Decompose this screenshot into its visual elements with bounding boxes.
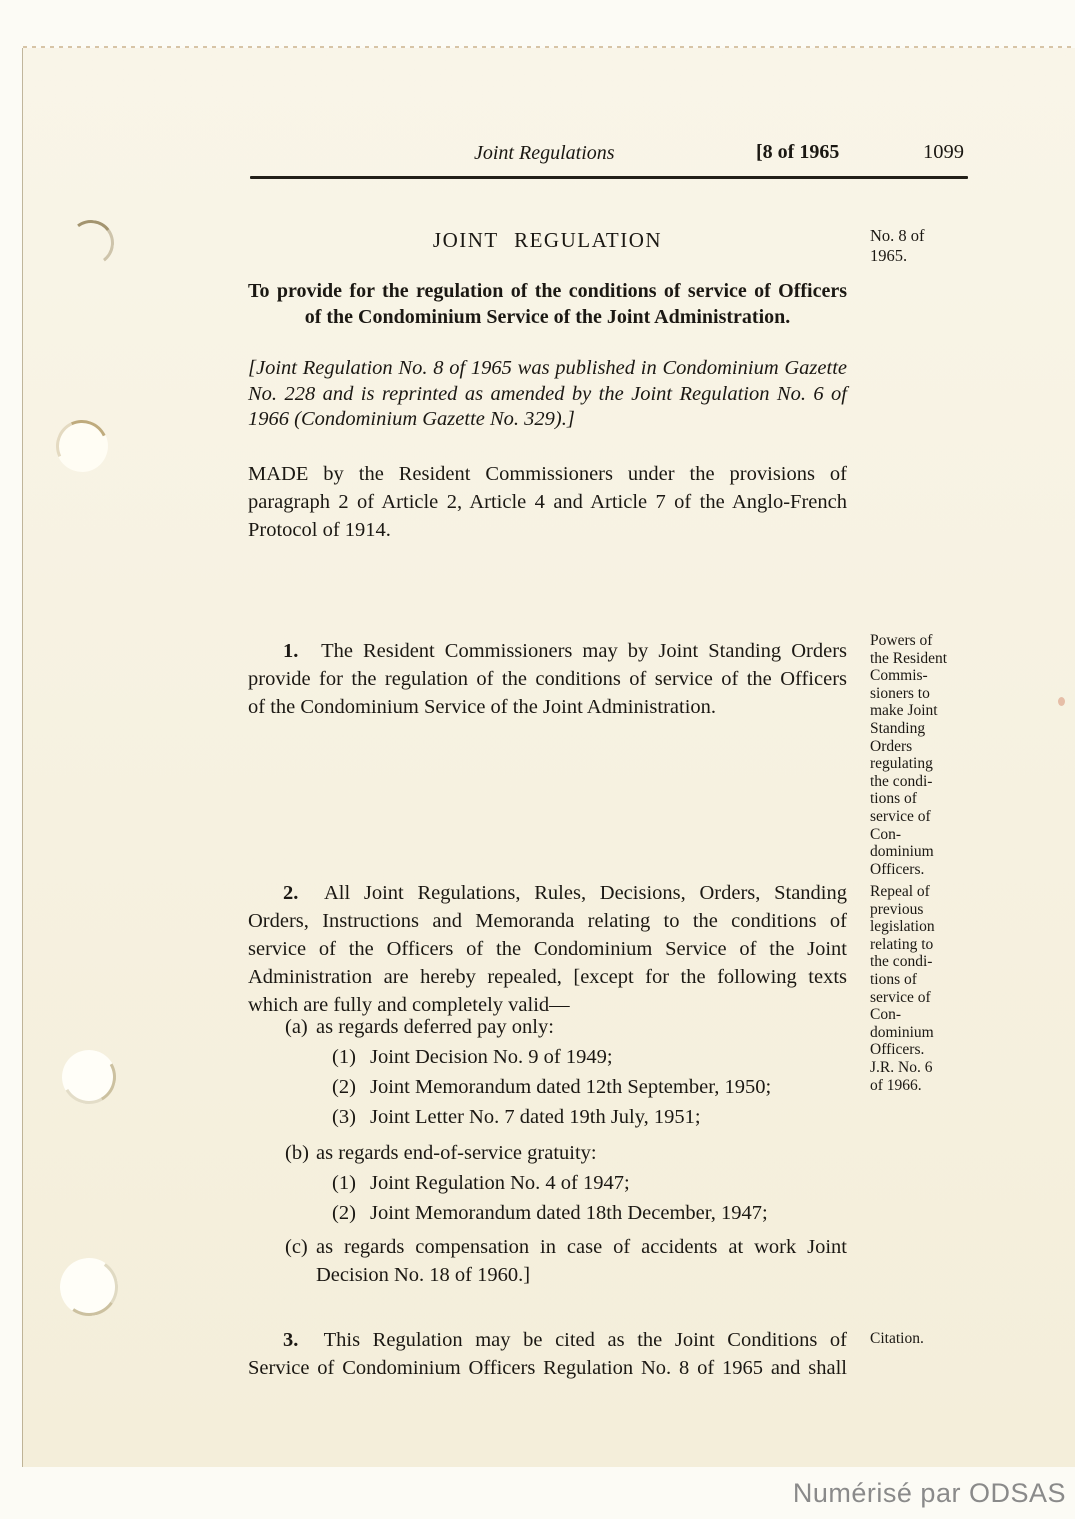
list-item-b — [285, 1139, 597, 1167]
list-text-line: Decision No. 18 of 1960.] — [316, 1264, 531, 1286]
section-3 — [248, 1326, 847, 1382]
list-label: (1) — [332, 1172, 356, 1194]
title-margin-note — [870, 226, 988, 266]
list-label: (b) — [285, 1142, 309, 1164]
text-line: tions of — [870, 790, 917, 808]
text-line: Orders — [870, 737, 913, 755]
text-line: Administration are hereby repealed, [except for the following texts — [248, 966, 847, 988]
text-line: Repeal of — [870, 883, 930, 900]
section-1 — [248, 637, 847, 721]
subject-heading — [248, 278, 847, 330]
paper-speck — [1058, 697, 1065, 706]
text-line: service of — [870, 988, 931, 1006]
running-header-issue-ref: [8 of 1965 — [756, 141, 840, 163]
text-line: the condi- — [870, 953, 933, 971]
text-line: provide for the regulation of the conditions of service of the Officers — [248, 668, 847, 690]
list-label: (c) — [285, 1236, 308, 1258]
list-label: (1) — [332, 1046, 356, 1068]
margin-note-citation — [870, 1330, 988, 1348]
text-line: Powers of — [870, 632, 933, 649]
publication-note — [248, 356, 847, 433]
list-text: Joint Memorandum dated 12th September, 1950; — [370, 1076, 772, 1098]
text-line: the Resident — [870, 649, 948, 667]
subject-line: of the Condominium Service of the Joint Administration. — [304, 306, 791, 328]
list-text-line — [285, 1233, 847, 1261]
text-line: legislation — [870, 918, 935, 936]
list-item-c — [285, 1233, 847, 1289]
text-line: Orders, Instructions and Memoranda relating to the conditions of — [248, 910, 847, 932]
text-line: Commis- — [870, 667, 928, 685]
text-line: make Joint — [870, 702, 938, 720]
margin-note-powers — [870, 632, 988, 878]
section-number: 3. — [283, 1329, 299, 1351]
text-line: Service of Condominium Officers Regulation No. 8 of 1965 and shall — [248, 1357, 847, 1379]
text-line: dominium — [870, 843, 934, 861]
margin-note-repeal — [870, 883, 988, 1094]
text-line: 1965. — [870, 246, 908, 265]
text-line: regulating — [870, 755, 933, 773]
text-line: which are fully and completely valid— — [248, 994, 570, 1016]
text-line: MADE by the Resident Commissioners under the provisions of — [248, 463, 847, 485]
text-line: tions of — [870, 970, 917, 988]
section-text: All Joint Regulations, Rules, Decisions, Orders, Standing — [323, 882, 847, 904]
section-text: The Resident Commissioners may by Joint Standing Orders — [321, 640, 848, 662]
list-text: Joint Memorandum dated 18th December, 1947; — [370, 1202, 768, 1224]
text-line: dominium — [870, 1023, 934, 1041]
header-rule — [250, 176, 968, 179]
section-first-line — [248, 1326, 847, 1354]
section-number: 2. — [283, 882, 299, 904]
list-text: as regards end-of-service gratuity: — [316, 1142, 597, 1164]
text-line: sioners to — [870, 684, 930, 702]
subject-line: To provide for the regulation of the conditions of service of Officers — [248, 280, 847, 302]
document-title: JOINT REGULATION — [432, 228, 663, 252]
section-first-line — [248, 637, 847, 665]
list-item-b2 — [332, 1199, 768, 1227]
enacting-clause — [248, 460, 847, 544]
section-text: This Regulation may be cited as the Joint Conditions of — [323, 1329, 847, 1351]
text-line: previous — [870, 900, 924, 918]
list-item-a — [285, 1013, 554, 1041]
section-body — [248, 907, 847, 1019]
list-text: Joint Decision No. 9 of 1949; — [370, 1046, 613, 1068]
text-line: the condi- — [870, 772, 933, 790]
list-label: (2) — [332, 1202, 356, 1224]
text-line: of the Condominium Service of the Joint Administration. — [248, 696, 717, 718]
section-body — [248, 665, 847, 721]
text-line: Con- — [870, 825, 901, 843]
section-first-line — [248, 879, 847, 907]
list-text: Joint Regulation No. 4 of 1947; — [370, 1172, 630, 1194]
list-label: (2) — [332, 1076, 356, 1098]
list-text: as regards deferred pay only: — [316, 1016, 554, 1038]
text-line: [Joint Regulation No. 8 of 1965 was published in Condominium Gazette — [248, 357, 847, 379]
text-line: paragraph 2 of Article 2, Article 4 and Article 7 of the Anglo-French — [248, 491, 847, 513]
text-line: J.R. No. 6 — [870, 1058, 933, 1076]
running-header-title: Joint Regulations — [474, 142, 615, 164]
text-line: relating to — [870, 935, 934, 953]
list-label: (a) — [285, 1016, 308, 1038]
list-label: (3) — [332, 1106, 356, 1128]
list-text: Joint Letter No. 7 dated 19th July, 1951; — [370, 1106, 701, 1128]
text-line: Citation. — [870, 1330, 924, 1347]
text-line: of 1966. — [870, 1076, 922, 1094]
section-body — [248, 1354, 847, 1382]
text-line: No. 228 and is reprinted as amended by the Joint Regulation No. 6 of — [248, 382, 847, 405]
text-line: Con- — [870, 1006, 901, 1024]
scan-watermark: Numérisé par ODSAS — [792, 1478, 1066, 1508]
text-line: Protocol of 1914. — [248, 519, 391, 541]
text-line: service of — [870, 807, 931, 825]
text-line: Officers. — [870, 1041, 925, 1059]
text-line: service of the Officers of the Condominium Service of the Joint — [248, 938, 847, 960]
list-text: as regards compensation in case of accidents at work Joint — [316, 1236, 847, 1258]
section-number: 1. — [283, 640, 299, 662]
list-item-a2 — [332, 1073, 771, 1101]
text-line: 1966 (Condominium Gazette No. 329).] — [248, 408, 575, 430]
list-item-a3 — [332, 1103, 701, 1131]
section-2 — [248, 879, 847, 1019]
text-line: Officers. — [870, 860, 925, 878]
list-item-a1 — [332, 1043, 613, 1071]
text-line: No. 8 of — [870, 226, 925, 245]
text-line: Standing — [870, 719, 926, 737]
page-number: 1099 — [923, 141, 964, 163]
list-item-b1 — [332, 1169, 630, 1197]
